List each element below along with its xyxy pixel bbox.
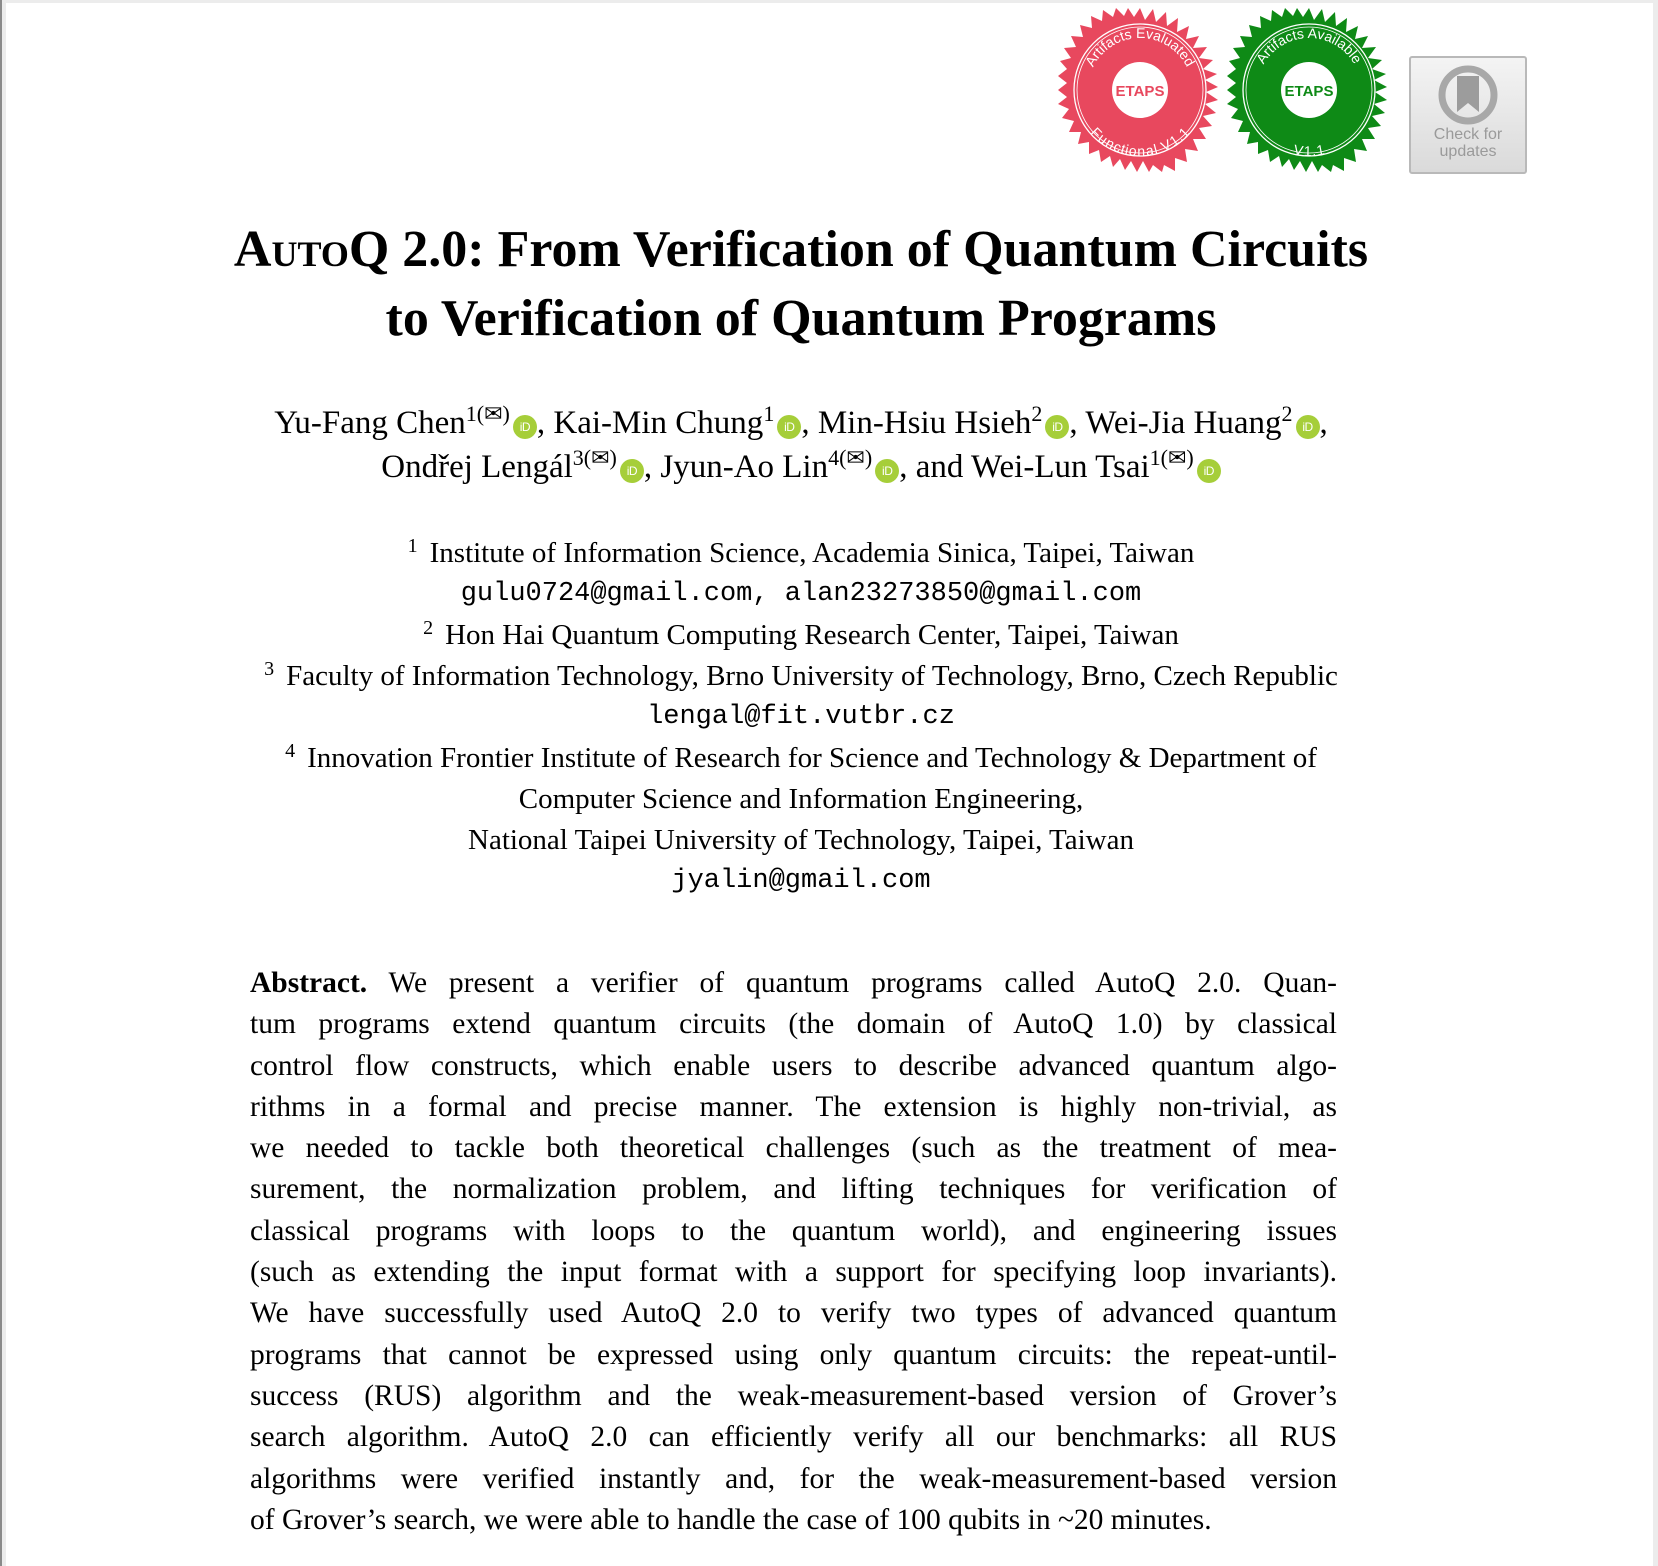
affiliation-4: $^4$ Innovation Frontier Institute of Research for Science and Technology & Department of (285, 740, 1317, 774)
abstract-line: Abstract. We present a verifier of quantum programs called AutoQ 2.0. Quan- (250, 967, 1337, 999)
abstract-line: search algorithm. AutoQ 2.0 can efficiently verify all our benchmarks: all RUS (250, 1421, 1337, 1454)
abstract-line: (such as extending the input format with a support for specifying loop invariants). (250, 1256, 1337, 1289)
affiliation-4-cont: Computer Science and Information Engineering, (518, 783, 1084, 815)
abstract-line: control flow constructs, which enable users to describe advanced quantum algo- (250, 1049, 1337, 1082)
abstract-line: we needed to tackle both theoretical challenges (such as the treatment of mea- (250, 1132, 1337, 1165)
author-line-1: Yu-Fang Chen$^{1(✉)}$iD , Kai-Min Chung$^1$iD , Min-Hsiu Hsieh$^2$iD , Wei-Jia Huang$^2$iD , (274, 401, 1328, 441)
abstract-line: rithms in a formal and precise manner. The extension is highly non-trivial, as (250, 1090, 1337, 1123)
abstract-line: classical programs with loops to the quantum world), and engineering issues (250, 1214, 1337, 1247)
window-left-edge (0, 0, 2, 1566)
abstract-line: success (RUS) algorithm and the weak-measurement-based version of Grover’s (250, 1379, 1337, 1412)
updates-label: updates (1439, 143, 1497, 160)
artifacts-evaluated-badge (1058, 8, 1222, 172)
pdf-page (6, 3, 1653, 1566)
orcid-icon[interactable]: iD (1197, 459, 1221, 483)
svg-text:V1.1: V1.1 (1292, 141, 1326, 160)
abstract-line: We have successfully used AutoQ 2.0 to verify two types of advanced quantum (250, 1297, 1337, 1330)
abstract (250, 963, 1337, 1541)
svg-text:Functional V1.1: Functional V1.1 (1087, 124, 1193, 160)
orcid-icon[interactable]: iD (875, 459, 899, 483)
abstract-line: surement, the normalization problem, and lifting techniques for verification of (250, 1173, 1337, 1206)
title-line-2: to Verification of Quantum Programs (385, 290, 1217, 347)
abstract-line: tum programs extend quantum circuits (the domain of AutoQ 1.0) by classical (250, 1008, 1337, 1041)
abstract-label: Abstract. (250, 967, 368, 999)
etaps-label: ETAPS (1284, 83, 1334, 100)
artifacts-available-badge (1227, 8, 1391, 172)
author-line-2: Ondřej Lengál$^{3(✉)}$iD , Jyun-Ao Lin$^{4(✉)}$iD , and Wei-Lun Tsai$^{1(✉)}$iD (6, 445, 1596, 489)
svg-text:Artifacts Available: Artifacts Available (1252, 24, 1366, 67)
orcid-icon[interactable]: iD (1296, 415, 1320, 439)
orcid-icon[interactable]: iD (620, 459, 644, 483)
affiliation-1: $^1$ Institute of Information Science, Academia Sinica, Taipei, Taiwan (407, 535, 1195, 569)
author-list (6, 401, 1596, 489)
email-line-1[interactable]: gulu0724@gmail.com, alan23273850@gmail.com (460, 579, 1142, 609)
abstract-line: of Grover’s search, we were able to handle the case of 100 qubits in ~20 minutes. (250, 1503, 1212, 1536)
orcid-icon[interactable]: iD (777, 415, 801, 439)
title-line-1: AutoQ 2.0: From Verification of Quantum Circuits (233, 221, 1369, 278)
tool-name: AutoQ (233, 221, 390, 278)
bookmark-ring-icon (1437, 64, 1499, 126)
author[interactable]: Yu-Fang Chen$^{1(✉)}$iD (274, 405, 537, 441)
abstract-line: programs that cannot be expressed using only quantum circuits: the repeat-until- (250, 1338, 1337, 1371)
check-for-updates-button[interactable] (1409, 56, 1527, 174)
author[interactable]: Wei-Jia Huang$^2$iD (1085, 405, 1319, 441)
author[interactable]: Kai-Min Chung$^1$iD (553, 405, 801, 441)
orcid-icon[interactable]: iD (513, 415, 537, 439)
affiliation-3: $^3$ Faculty of Information Technology, Brno University of Technology, Brno, Czech Republic (264, 658, 1338, 692)
etaps-label: ETAPS (1115, 83, 1165, 100)
seal-icon (1227, 8, 1391, 172)
author[interactable]: Min-Hsiu Hsieh$^2$iD (818, 405, 1070, 441)
affiliations (6, 533, 1596, 902)
author[interactable]: Wei-Lun Tsai$^{1(✉)}$iD (971, 449, 1221, 485)
svg-text:Artifacts Evaluated: Artifacts Evaluated (1081, 24, 1199, 70)
author[interactable]: Ondřej Lengál$^{3(✉)}$iD (381, 449, 644, 485)
seal-icon (1058, 8, 1222, 172)
affiliation-2: $^2$ Hon Hai Quantum Computing Research Center, Taipei, Taiwan (423, 617, 1179, 651)
paper-title (6, 215, 1596, 353)
orcid-icon[interactable]: iD (1045, 415, 1069, 439)
check-for-label: Check for (1433, 126, 1503, 143)
abstract-line: algorithms were verified instantly and, for the weak-measurement-based version (250, 1462, 1337, 1495)
email-line-4[interactable]: jyalin@gmail.com (671, 866, 931, 896)
author[interactable]: Jyun-Ao Lin$^{4(✉)}$iD (660, 449, 899, 485)
email-line-3[interactable]: lengal@fit.vutbr.cz (647, 702, 955, 732)
affiliation-4-cont: National Taipei University of Technology, Taipei, Taiwan (468, 824, 1134, 856)
